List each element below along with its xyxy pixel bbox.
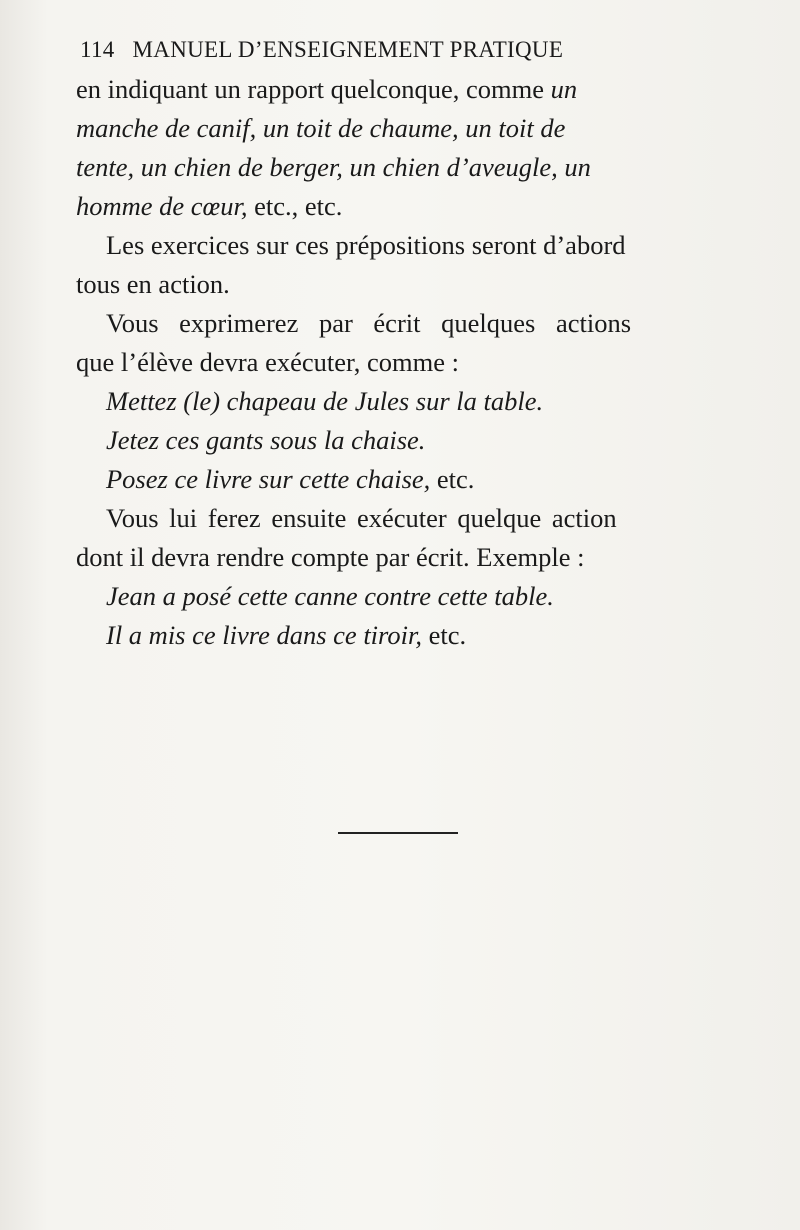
section-rule bbox=[338, 832, 458, 834]
italic-span: homme de cœur, bbox=[76, 191, 248, 221]
example-line: Jean a posé cette canne contre cette table. bbox=[106, 581, 554, 611]
text-line: tente, un chien de berger, un chien d’aveugle, un bbox=[76, 152, 591, 182]
text-line: que l’élève devra exécuter, comme : bbox=[76, 347, 459, 377]
text-line bbox=[76, 70, 716, 109]
text-line: manche de canif, un toit de chaume, un toit de bbox=[76, 113, 566, 143]
paragraph-line: Vous lui ferez ensuite exécuter quelque action bbox=[106, 503, 617, 533]
running-header bbox=[80, 36, 720, 64]
text-line: tous en action. bbox=[76, 269, 230, 299]
italic-span: un bbox=[550, 74, 578, 104]
example-line bbox=[76, 616, 716, 655]
example-line bbox=[76, 460, 716, 499]
text-line bbox=[76, 187, 716, 226]
page-text bbox=[76, 70, 716, 655]
paragraph-line: Les exercices sur ces prépositions seront d’abord bbox=[106, 230, 626, 260]
text-span: etc., etc. bbox=[247, 191, 343, 221]
text-span: en indiquant un rapport quelconque, comme bbox=[76, 74, 551, 104]
italic-span: Posez ce livre sur cette chaise, bbox=[106, 464, 431, 494]
text-span: etc. bbox=[421, 620, 467, 650]
text-span: etc. bbox=[430, 464, 475, 494]
italic-span: Il a mis ce livre dans ce tiroir, bbox=[106, 620, 422, 650]
text-line: dont il devra rendre compte par écrit. Exemple : bbox=[76, 542, 585, 572]
page-number: 114 bbox=[80, 37, 115, 62]
running-title: MANUEL D’ENSEIGNEMENT PRATIQUE bbox=[132, 37, 564, 62]
example-line: Mettez (le) chapeau de Jules sur la table. bbox=[106, 386, 544, 416]
example-line: Jetez ces gants sous la chaise. bbox=[106, 425, 426, 455]
paragraph-line: Vous exprimerez par écrit quelques actions bbox=[106, 308, 632, 338]
